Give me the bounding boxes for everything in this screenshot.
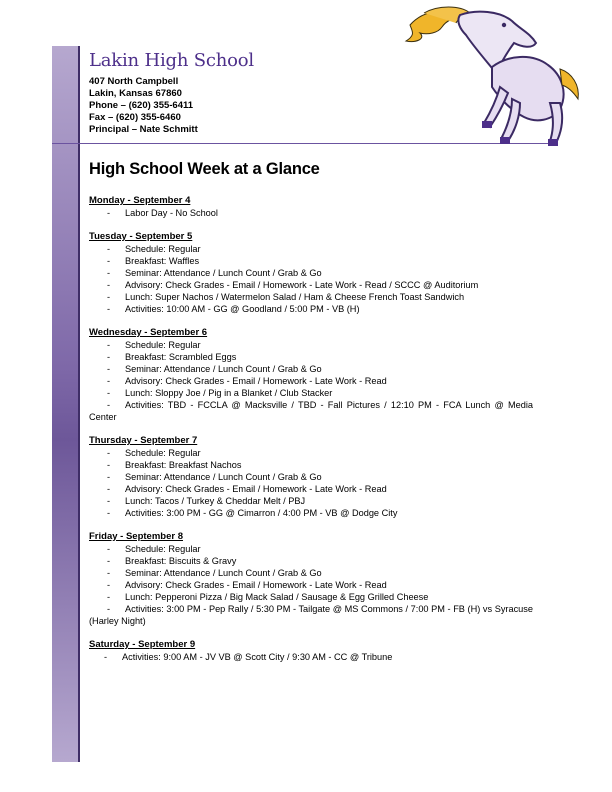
day-wednesday xyxy=(89,327,533,423)
day-monday xyxy=(89,195,533,219)
list-item: - Breakfast: Scrambled Eggs xyxy=(107,352,237,362)
mustang-mascot-logo xyxy=(404,3,584,151)
list-item: - Schedule: Regular xyxy=(107,340,201,350)
day-thursday xyxy=(89,435,533,519)
list-item: - Seminar: Attendance / Lunch Count / Grab & Go xyxy=(107,268,322,278)
list-item: - Schedule: Regular xyxy=(107,244,201,254)
list-item: - Lunch: Tacos / Turkey & Cheddar Melt / PBJ xyxy=(107,496,306,506)
list-item: - Lunch: Pepperoni Pizza / Big Mack Salad / Sausage & Egg Grilled Cheese xyxy=(107,592,429,602)
fax-number: Fax – (620) 355-6460 xyxy=(89,112,181,123)
day-header: Tuesday - September 5 xyxy=(89,231,193,242)
list-item: - Advisory: Check Grades - Email / Homework - Late Work - Read / SCCC @ Auditorium xyxy=(107,280,479,290)
day-header: Friday - September 8 xyxy=(89,531,183,542)
list-item: - Lunch: Sloppy Joe / Pig in a Blanket / Club Stacker xyxy=(107,388,333,398)
list-item: - Schedule: Regular xyxy=(107,448,201,458)
day-header: Monday - September 4 xyxy=(89,195,191,206)
list-item: - Activities: TBD - FCCLA @ Macksville / TBD - Fall Pictures / 12:10 PM - FCA Lunch @ Media Center xyxy=(89,400,533,422)
list-item: - Advisory: Check Grades - Email / Homework - Late Work - Read xyxy=(107,484,387,494)
school-name: Lakin High School xyxy=(89,50,254,71)
list-item: - Schedule: Regular xyxy=(107,544,201,554)
list-item: - Lunch: Super Nachos / Watermelon Salad / Ham & Cheese French Toast Sandwich xyxy=(107,292,465,302)
list-item: - Activities: 3:00 PM - GG @ Cimarron / 4:00 PM - VB @ Dodge City xyxy=(107,508,398,518)
list-item: - Breakfast: Biscuits & Gravy xyxy=(107,556,237,566)
address-city: Lakin, Kansas 67860 xyxy=(89,88,182,99)
day-header: Thursday - September 7 xyxy=(89,435,198,446)
list-item: - Activities: 3:00 PM - Pep Rally / 5:30 PM - Tailgate @ MS Commons / 7:00 PM - FB (H) vs Syracuse (Harley Night) xyxy=(89,604,533,626)
list-item: - Seminar: Attendance / Lunch Count / Grab & Go xyxy=(107,472,322,482)
list-item: - Labor Day - No School xyxy=(107,208,218,218)
list-item: - Activities: 9:00 AM - JV VB @ Scott City / 9:30 AM - CC @ Tribune xyxy=(104,652,393,662)
decorative-side-bar xyxy=(52,46,80,762)
day-header: Wednesday - September 6 xyxy=(89,327,208,338)
letterhead xyxy=(89,50,254,136)
list-item: - Breakfast: Breakfast Nachos xyxy=(107,460,242,470)
list-item: - Seminar: Attendance / Lunch Count / Grab & Go xyxy=(107,568,322,578)
list-item: - Advisory: Check Grades - Email / Homework - Late Work - Read xyxy=(107,376,387,386)
list-item: - Seminar: Attendance / Lunch Count / Grab & Go xyxy=(107,364,322,374)
day-friday xyxy=(89,531,533,627)
day-saturday xyxy=(89,639,533,663)
principal-name: Principal – Nate Schmitt xyxy=(89,124,198,135)
day-header: Saturday - September 9 xyxy=(89,639,196,650)
day-tuesday xyxy=(89,231,533,315)
list-item: - Activities: 10:00 AM - GG @ Goodland / 5:00 PM - VB (H) xyxy=(107,304,360,314)
list-item: - Advisory: Check Grades - Email / Homework - Late Work - Read xyxy=(107,580,387,590)
page-title: High School Week at a Glance xyxy=(89,160,320,178)
address-street: 407 North Campbell xyxy=(89,76,179,87)
main-content xyxy=(89,160,533,675)
phone-number: Phone – (620) 355-6411 xyxy=(89,100,194,111)
list-item: - Breakfast: Waffles xyxy=(107,256,200,266)
